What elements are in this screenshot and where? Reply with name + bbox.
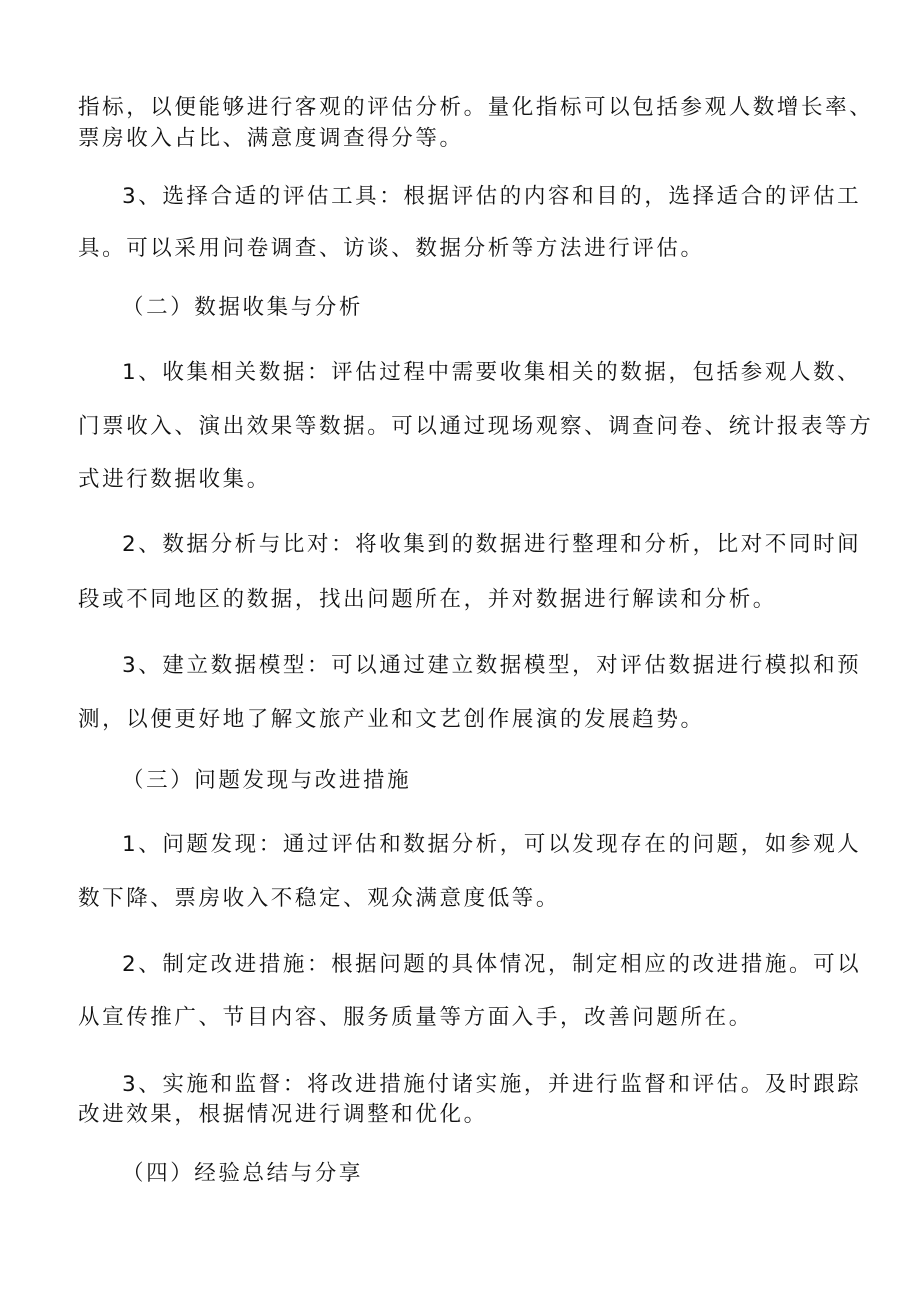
paragraph-9-line-1: 改进效果，根据情况进行调整和优化。 xyxy=(78,1102,488,1127)
paragraph-8-line-1: 从宣传推广、节目内容、服务质量等方面入手，改善问题所在。 xyxy=(78,1005,753,1030)
paragraph-8-line-0: 2、制定改进措施：根据问题的具体情况，制定相应的改进措施。可以 xyxy=(122,952,862,977)
section-heading-3: （三）问题发现与改进措施 xyxy=(122,768,412,793)
paragraph-5-line-0: 3、建立数据模型：可以通过建立数据模型，对评估数据进行模拟和预 xyxy=(122,653,862,678)
paragraph-0-line-1: 票房收入占比、满意度调查得分等。 xyxy=(78,126,464,151)
paragraph-9-line-0: 3、实施和监督：将改进措施付诸实施，并进行监督和评估。及时跟踪 xyxy=(122,1072,862,1097)
paragraph-1-line-0: 3、选择合适的评估工具：根据评估的内容和目的，选择适合的评估工 xyxy=(122,184,862,209)
section-heading-4: （四）经验总结与分享 xyxy=(122,1161,364,1186)
paragraph-1-line-1: 具。可以采用问卷调查、访谈、数据分析等方法进行评估。 xyxy=(78,236,705,261)
paragraph-3-line-1: 门票收入、演出效果等数据。可以通过现场观察、调查问卷、统计报表等方 xyxy=(78,414,874,439)
paragraph-3-line-0: 1、收集相关数据：评估过程中需要收集相关的数据，包括参观人数、 xyxy=(122,360,862,385)
section-heading-2: （二）数据收集与分析 xyxy=(122,295,364,320)
paragraph-3-line-2: 式进行数据收集。 xyxy=(78,467,271,492)
paragraph-0-line-0: 指标，以便能够进行客观的评估分析。量化指标可以包括参观人数增长率、 xyxy=(78,95,874,120)
paragraph-4-line-1: 段或不同地区的数据，找出问题所在，并对数据进行解读和分析。 xyxy=(78,587,777,612)
paragraph-4-line-0: 2、数据分析与比对：将收集到的数据进行整理和分析，比对不同时间 xyxy=(122,532,862,557)
paragraph-7-line-0: 1、问题发现：通过评估和数据分析，可以发现存在的问题，如参观人 xyxy=(122,832,862,857)
paragraph-5-line-1: 测，以便更好地了解文旅产业和文艺创作展演的发展趋势。 xyxy=(78,707,705,732)
paragraph-7-line-1: 数下降、票房收入不稳定、观众满意度低等。 xyxy=(78,886,561,911)
